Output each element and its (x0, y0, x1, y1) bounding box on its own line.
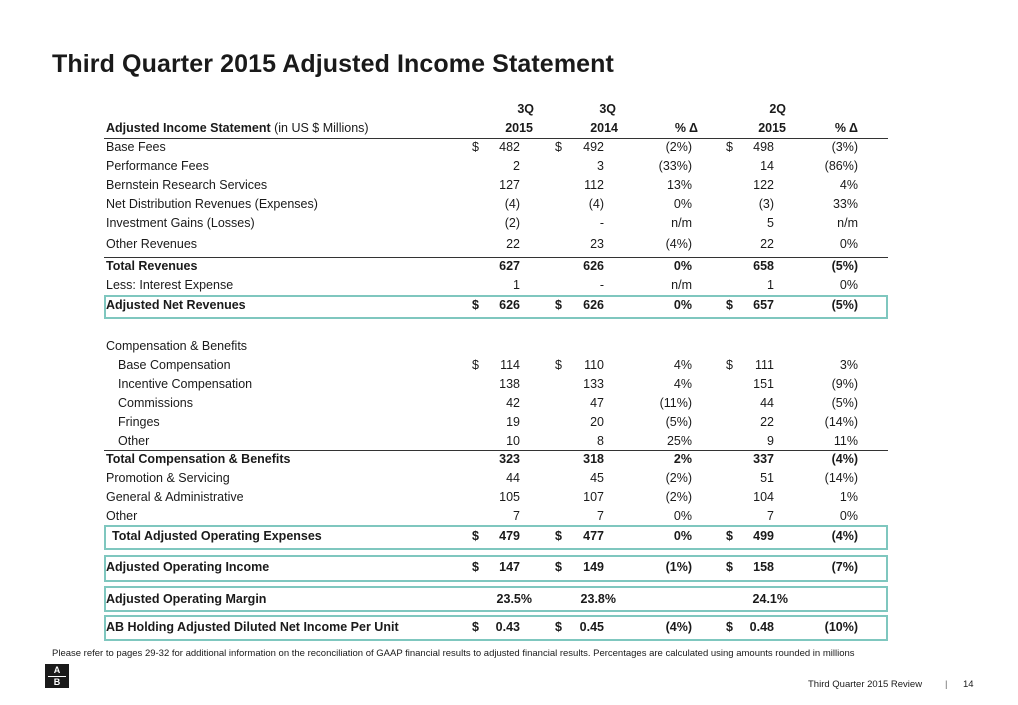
value-3q-2015: 0.43 (495, 620, 520, 634)
value-3q-2015: 1 (513, 278, 520, 292)
pct-change-yoy: (2%) (665, 490, 692, 504)
value-3q-2014: 492 (583, 140, 604, 154)
pct-change-yoy: 2% (673, 452, 692, 466)
currency-3q-2015: $ (472, 140, 479, 154)
value-3q-2015: (2) (504, 216, 520, 230)
row-label: Incentive Compensation (118, 377, 253, 391)
col-3q-2014-top: 3Q (599, 102, 616, 116)
row-label: Performance Fees (106, 159, 209, 173)
value-2q-2015: 158 (753, 560, 774, 574)
row-net-distribution (104, 197, 888, 215)
operating-income-box (104, 555, 888, 582)
pct-change-qoq: (5%) (831, 396, 858, 410)
value-3q-2015: 2 (513, 159, 520, 173)
value-2q-2015: 151 (753, 377, 774, 391)
value-2q-2015: 657 (753, 298, 774, 312)
row-label: Adjusted Operating Margin (106, 592, 267, 606)
row-promotion-servicing (104, 471, 888, 489)
value-3q-2015: 626 (499, 298, 520, 312)
header-row-bottom (104, 121, 888, 139)
value-3q-2015: 114 (500, 358, 520, 372)
row-bernstein-research (104, 178, 888, 196)
value-2q-2015: 104 (753, 490, 774, 504)
value-3q-2015: 138 (499, 377, 520, 391)
value-3q-2014: 45 (590, 471, 604, 485)
pct-change-yoy: (2%) (665, 140, 692, 154)
col-3q-2015-top: 3Q (517, 102, 534, 116)
pct-change-qoq: (5%) (831, 259, 858, 273)
row-label: Total Compensation & Benefits (106, 452, 291, 466)
pct-change-qoq: (10%) (824, 620, 858, 634)
value-3q-2014: 0.45 (579, 620, 604, 634)
value-3q-2014: 47 (590, 396, 604, 410)
row-label: Promotion & Servicing (106, 471, 230, 485)
value-3q-2014: 3 (597, 159, 604, 173)
row-label: Other Revenues (106, 237, 198, 251)
row-label: Bernstein Research Services (106, 178, 268, 192)
col-pct-change-2: % Δ (834, 121, 858, 135)
pct-change-yoy: (33%) (658, 159, 692, 173)
currency-2q-2015: $ (726, 620, 733, 634)
pct-change-qoq: (14%) (824, 471, 858, 485)
value-3q-2015: 19 (506, 415, 520, 429)
pct-change-yoy: 4% (673, 377, 692, 391)
header-row-top (104, 102, 888, 120)
row-base-fees (104, 140, 888, 158)
pct-change-yoy: 13% (666, 178, 692, 192)
currency-3q-2014: $ (555, 560, 562, 574)
value-2q-2015: 499 (753, 529, 774, 543)
row-comp-benefits-heading (104, 339, 888, 357)
margin-2q-2015: 24.1% (752, 592, 788, 606)
pct-change-yoy: 0% (673, 509, 692, 523)
net-revenues-box (104, 295, 888, 319)
pct-change-yoy: 0% (673, 298, 692, 312)
header-divider (104, 138, 888, 139)
row-label: Total Adjusted Operating Expenses (112, 529, 322, 543)
total-opex-box (104, 525, 888, 550)
currency-3q-2015: $ (472, 620, 479, 634)
margin-3q-2015: 23.5% (496, 592, 532, 606)
row-label: Less: Interest Expense (106, 278, 234, 292)
currency-3q-2015: $ (472, 529, 479, 543)
value-2q-2015: 9 (767, 434, 774, 448)
value-3q-2014: - (599, 278, 604, 292)
value-3q-2014: 626 (583, 298, 604, 312)
value-3q-2014: 20 (590, 415, 604, 429)
logo-letter-top: A (53, 665, 61, 675)
total-revenues-divider (104, 257, 888, 258)
currency-2q-2015: $ (726, 358, 733, 372)
pct-change-qoq: 0% (839, 278, 858, 292)
value-2q-2015: 22 (760, 237, 774, 251)
pct-change-yoy: (1%) (665, 560, 692, 574)
row-fringes (104, 415, 888, 433)
currency-2q-2015: $ (726, 560, 733, 574)
currency-3q-2014: $ (555, 358, 562, 372)
value-3q-2015: 42 (506, 396, 520, 410)
value-3q-2015: 7 (513, 509, 520, 523)
row-label: Base Fees (106, 140, 166, 154)
row-other-revenues (104, 237, 888, 255)
pct-change-yoy: n/m (671, 216, 692, 230)
pct-change-yoy: 0% (673, 529, 692, 543)
value-2q-2015: 0.48 (749, 620, 774, 634)
row-label: Other (106, 509, 138, 523)
col-2q-2015-top: 2Q (769, 102, 786, 116)
row-label: Adjusted Operating Income (106, 560, 270, 574)
margin-3q-2014: 23.8% (580, 592, 616, 606)
pct-change-yoy: 0% (673, 197, 692, 211)
pct-change-qoq: 11% (833, 434, 858, 448)
pct-change-yoy: (5%) (665, 415, 692, 429)
pct-change-yoy: 4% (673, 358, 692, 372)
footer-divider: | (945, 679, 948, 690)
value-3q-2015: (4) (504, 197, 520, 211)
value-2q-2015: 1 (767, 278, 774, 292)
row-interest-expense (104, 278, 888, 296)
pct-change-qoq: 0% (839, 237, 858, 251)
value-3q-2015: 44 (506, 471, 520, 485)
value-3q-2015: 147 (499, 560, 520, 574)
value-3q-2014: 318 (583, 452, 604, 466)
currency-3q-2015: $ (472, 298, 479, 312)
row-total-revenues (104, 259, 888, 277)
col-pct-change-1: % Δ (674, 121, 698, 135)
row-label: Investment Gains (Losses) (106, 216, 255, 230)
pct-change-qoq: 3% (839, 358, 858, 372)
row-label: Commissions (118, 396, 194, 410)
value-3q-2014: 149 (583, 560, 604, 574)
footnote: Please refer to pages 29-32 for additional information on the reconciliation of GAAP financial results to adjusted financial results. Percentages are calculated using amounts rounded in millions (52, 648, 855, 659)
pct-change-yoy: (4%) (665, 237, 692, 251)
value-2q-2015: (3) (758, 197, 774, 211)
value-3q-2015: 627 (499, 259, 520, 273)
total-comp-divider (104, 450, 888, 451)
pct-change-qoq: (7%) (831, 560, 858, 574)
pct-change-yoy: 0% (673, 259, 692, 273)
value-3q-2014: 626 (583, 259, 604, 273)
row-label: Net Distribution Revenues (Expenses) (106, 197, 318, 211)
row-label: Adjusted Net Revenues (106, 298, 246, 312)
value-3q-2014: (4) (588, 197, 604, 211)
value-2q-2015: 44 (760, 396, 774, 410)
row-investment-gains (104, 216, 888, 234)
currency-3q-2015: $ (472, 358, 479, 372)
pct-change-qoq: 33% (832, 197, 858, 211)
header-label-units: (in US $ Millions) (270, 121, 369, 135)
pct-change-yoy: (11%) (659, 396, 692, 410)
currency-2q-2015: $ (726, 529, 733, 543)
value-2q-2015: 22 (760, 415, 774, 429)
pct-change-qoq: (3%) (831, 140, 858, 154)
row-label: Compensation & Benefits (106, 339, 248, 353)
row-commissions (104, 396, 888, 414)
value-2q-2015: 14 (760, 159, 774, 173)
value-3q-2015: 127 (499, 178, 520, 192)
eps-box (104, 615, 888, 641)
value-3q-2015: 10 (506, 434, 520, 448)
header-label (106, 121, 369, 135)
value-2q-2015: 51 (760, 471, 774, 485)
pct-change-qoq: (9%) (831, 377, 858, 391)
value-3q-2014: 23 (590, 237, 604, 251)
row-label: Total Revenues (106, 259, 198, 273)
row-base-compensation (104, 358, 888, 376)
operating-margin-box (104, 586, 888, 612)
value-3q-2014: 477 (583, 529, 604, 543)
value-3q-2014: - (599, 216, 604, 230)
row-label: Other (118, 434, 150, 448)
currency-3q-2015: $ (472, 560, 479, 574)
value-2q-2015: 122 (753, 178, 774, 192)
page-title: Third Quarter 2015 Adjusted Income Statement (52, 50, 614, 78)
currency-3q-2014: $ (555, 620, 562, 634)
currency-2q-2015: $ (726, 298, 733, 312)
value-2q-2015: 658 (753, 259, 774, 273)
pct-change-yoy: 25% (666, 434, 692, 448)
row-label: Base Compensation (118, 358, 231, 372)
value-3q-2015: 22 (506, 237, 520, 251)
pct-change-yoy: n/m (671, 278, 692, 292)
value-3q-2015: 482 (499, 140, 520, 154)
page-number: 14 (963, 679, 974, 690)
currency-3q-2014: $ (555, 529, 562, 543)
row-label: General & Administrative (106, 490, 244, 504)
currency-3q-2014: $ (555, 140, 562, 154)
value-3q-2014: 8 (597, 434, 604, 448)
value-3q-2015: 323 (499, 452, 520, 466)
value-2q-2015: 111 (754, 358, 774, 372)
pct-change-qoq: n/m (837, 216, 858, 230)
row-performance-fees (104, 159, 888, 177)
pct-change-qoq: (14%) (824, 415, 858, 429)
pct-change-qoq: 0% (839, 509, 858, 523)
pct-change-qoq: (4%) (831, 452, 858, 466)
value-3q-2015: 479 (499, 529, 520, 543)
pct-change-yoy: (4%) (665, 620, 692, 634)
row-general-administrative (104, 490, 888, 508)
currency-2q-2015: $ (726, 140, 733, 154)
ab-logo (45, 664, 69, 688)
row-incentive-compensation (104, 377, 888, 395)
footer-title: Third Quarter 2015 Review (808, 679, 923, 690)
pct-change-qoq: (4%) (831, 529, 858, 543)
pct-change-qoq: (86%) (824, 159, 858, 173)
row-label: Fringes (118, 415, 160, 429)
col-3q-2015-year: 2015 (505, 121, 533, 135)
value-2q-2015: 7 (767, 509, 774, 523)
value-3q-2014: 7 (597, 509, 604, 523)
value-3q-2014: 110 (584, 358, 604, 372)
value-3q-2014: 112 (584, 178, 604, 192)
row-total-comp-benefits (104, 452, 888, 470)
pct-change-yoy: (2%) (665, 471, 692, 485)
header-label-bold: Adjusted Income Statement (106, 121, 271, 135)
value-2q-2015: 5 (767, 216, 774, 230)
pct-change-qoq: (5%) (831, 298, 858, 312)
value-3q-2014: 107 (583, 490, 604, 504)
value-3q-2014: 133 (583, 377, 604, 391)
col-2q-2015-year: 2015 (758, 121, 786, 135)
value-3q-2015: 105 (499, 490, 520, 504)
pct-change-qoq: 1% (839, 490, 858, 504)
row-label: AB Holding Adjusted Diluted Net Income Per Unit (106, 620, 399, 634)
value-2q-2015: 337 (753, 452, 774, 466)
value-2q-2015: 498 (753, 140, 774, 154)
pct-change-qoq: 4% (839, 178, 858, 192)
col-3q-2014-year: 2014 (590, 121, 618, 135)
currency-3q-2014: $ (555, 298, 562, 312)
logo-letter-bottom: B (53, 677, 61, 687)
